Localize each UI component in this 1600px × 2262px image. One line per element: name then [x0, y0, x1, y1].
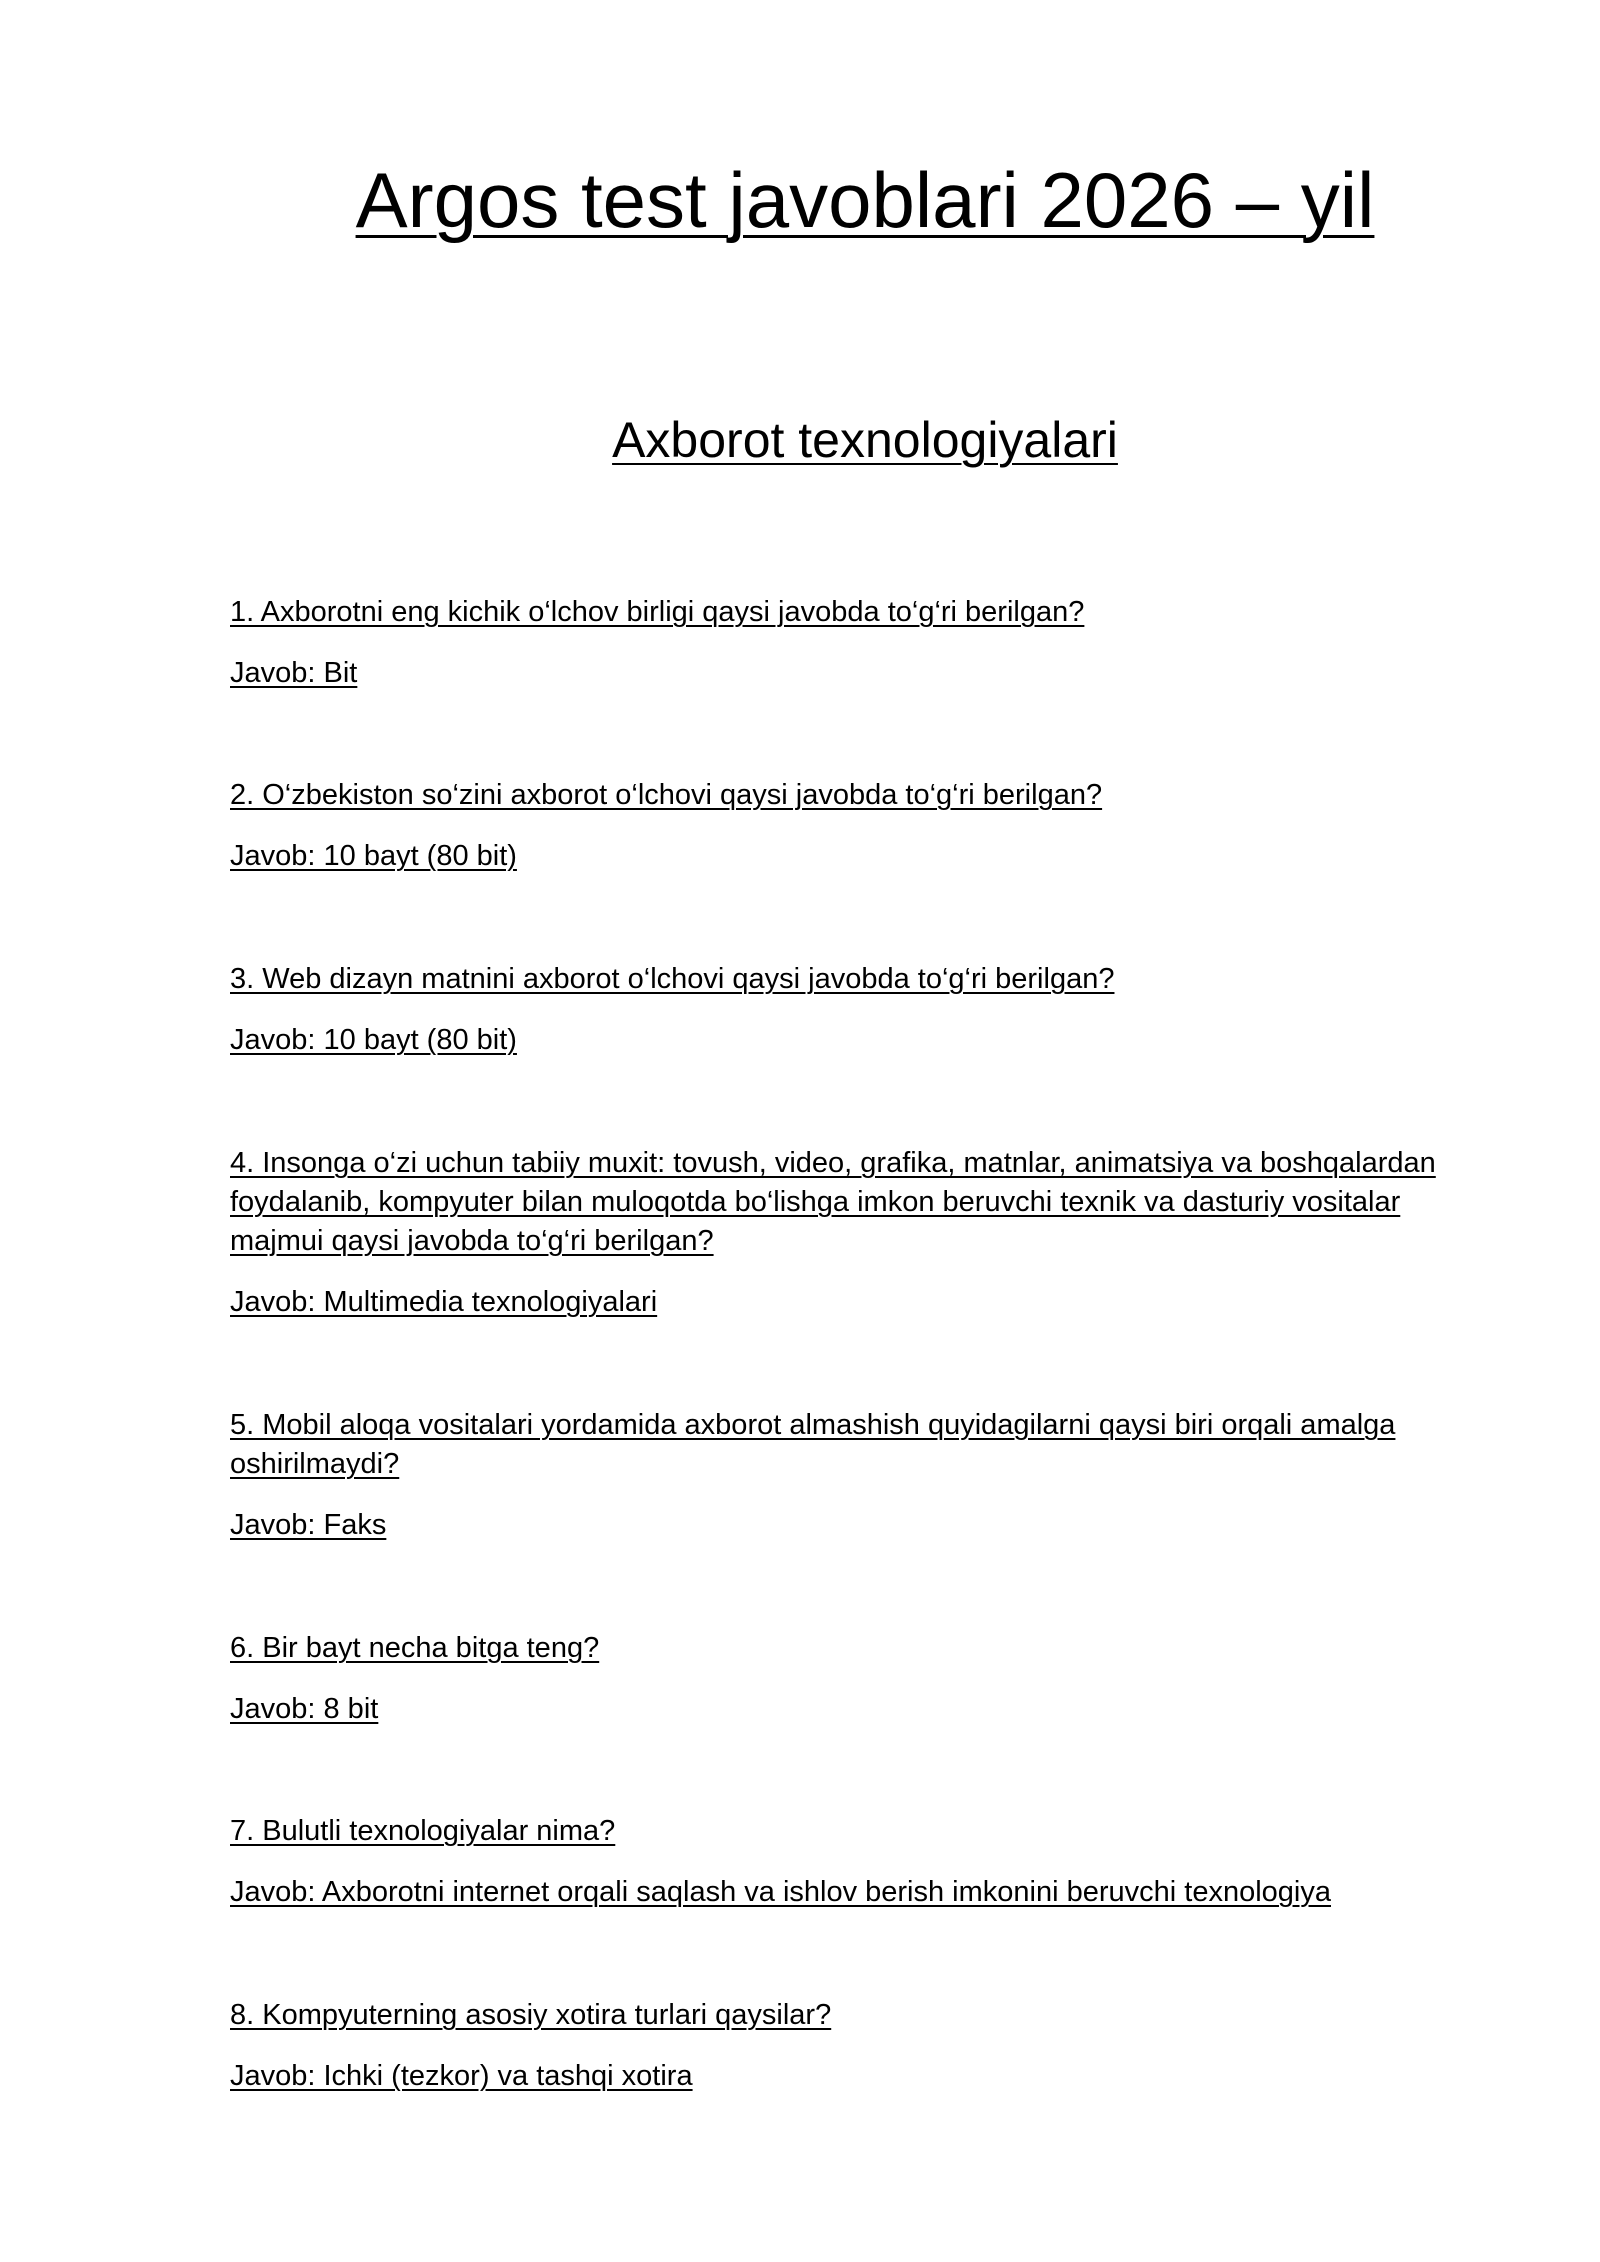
answer-text: Javob: Bit: [230, 657, 358, 689]
document-title: Argos test javoblari 2026 – yil: [355, 156, 1375, 244]
question-text: 4. Insonga o‘zi uchun tabiiy muxit: tovush, video, grafika, matnlar, animatsiya va boshqalardan foydalanib, kompyuter bilan muloqotda bo‘lishga imkon beruvchi texnik va dasturiy vositalar majmui qaysi javobda to‘g‘ri berilgan?: [230, 1147, 1436, 1257]
question-text: 7. Bulutli texnologiyalar nima?: [230, 1815, 616, 1847]
question-text: 2. O‘zbekiston so‘zini axborot o‘lchovi qaysi javobda to‘g‘ri berilgan?: [230, 779, 1103, 811]
answer-text: Javob: 8 bit: [230, 1693, 379, 1725]
question-text: 3. Web dizayn matnini axborot o‘lchovi qaysi javobda to‘g‘ri berilgan?: [230, 963, 1115, 995]
question-text: 5. Mobil aloqa vositalari yordamida axborot almashish quyidagilarni qaysi biri orqali amalga oshirilmaydi?: [230, 1409, 1396, 1480]
question-text: 6. Bir bayt necha bitga teng?: [230, 1632, 600, 1664]
answer-text: Javob: 10 bayt (80 bit): [230, 1024, 517, 1056]
question-text: 8. Kompyuterning asosiy xotira turlari qaysilar?: [230, 1999, 832, 2031]
qa-item-6: [230, 1629, 1490, 1729]
qa-item-7: [230, 1812, 1490, 1912]
qa-item-8: [230, 1996, 1490, 2096]
section-title: Axborot texnologiyalari: [612, 412, 1118, 468]
answer-text: Javob: Axborotni internet orqali saqlash va ishlov berish imkonini beruvchi texnologiya: [230, 1876, 1331, 1908]
question-text: 1. Axborotni eng kichik o‘lchov birligi qaysi javobda to‘g‘ri berilgan?: [230, 596, 1085, 628]
answer-text: Javob: Faks: [230, 1509, 387, 1541]
answer-text: Javob: 10 bayt (80 bit): [230, 840, 517, 872]
qa-item-4: [230, 1144, 1490, 1322]
qa-item-2: [230, 776, 1490, 876]
qa-item-5: [230, 1406, 1490, 1545]
answer-text: Javob: Ichki (tezkor) va tashqi xotira: [230, 2060, 693, 2092]
qa-item-3: [230, 960, 1490, 1060]
answer-text: Javob: Multimedia texnologiyalari: [230, 1286, 658, 1318]
qa-item-1: [230, 593, 1490, 693]
